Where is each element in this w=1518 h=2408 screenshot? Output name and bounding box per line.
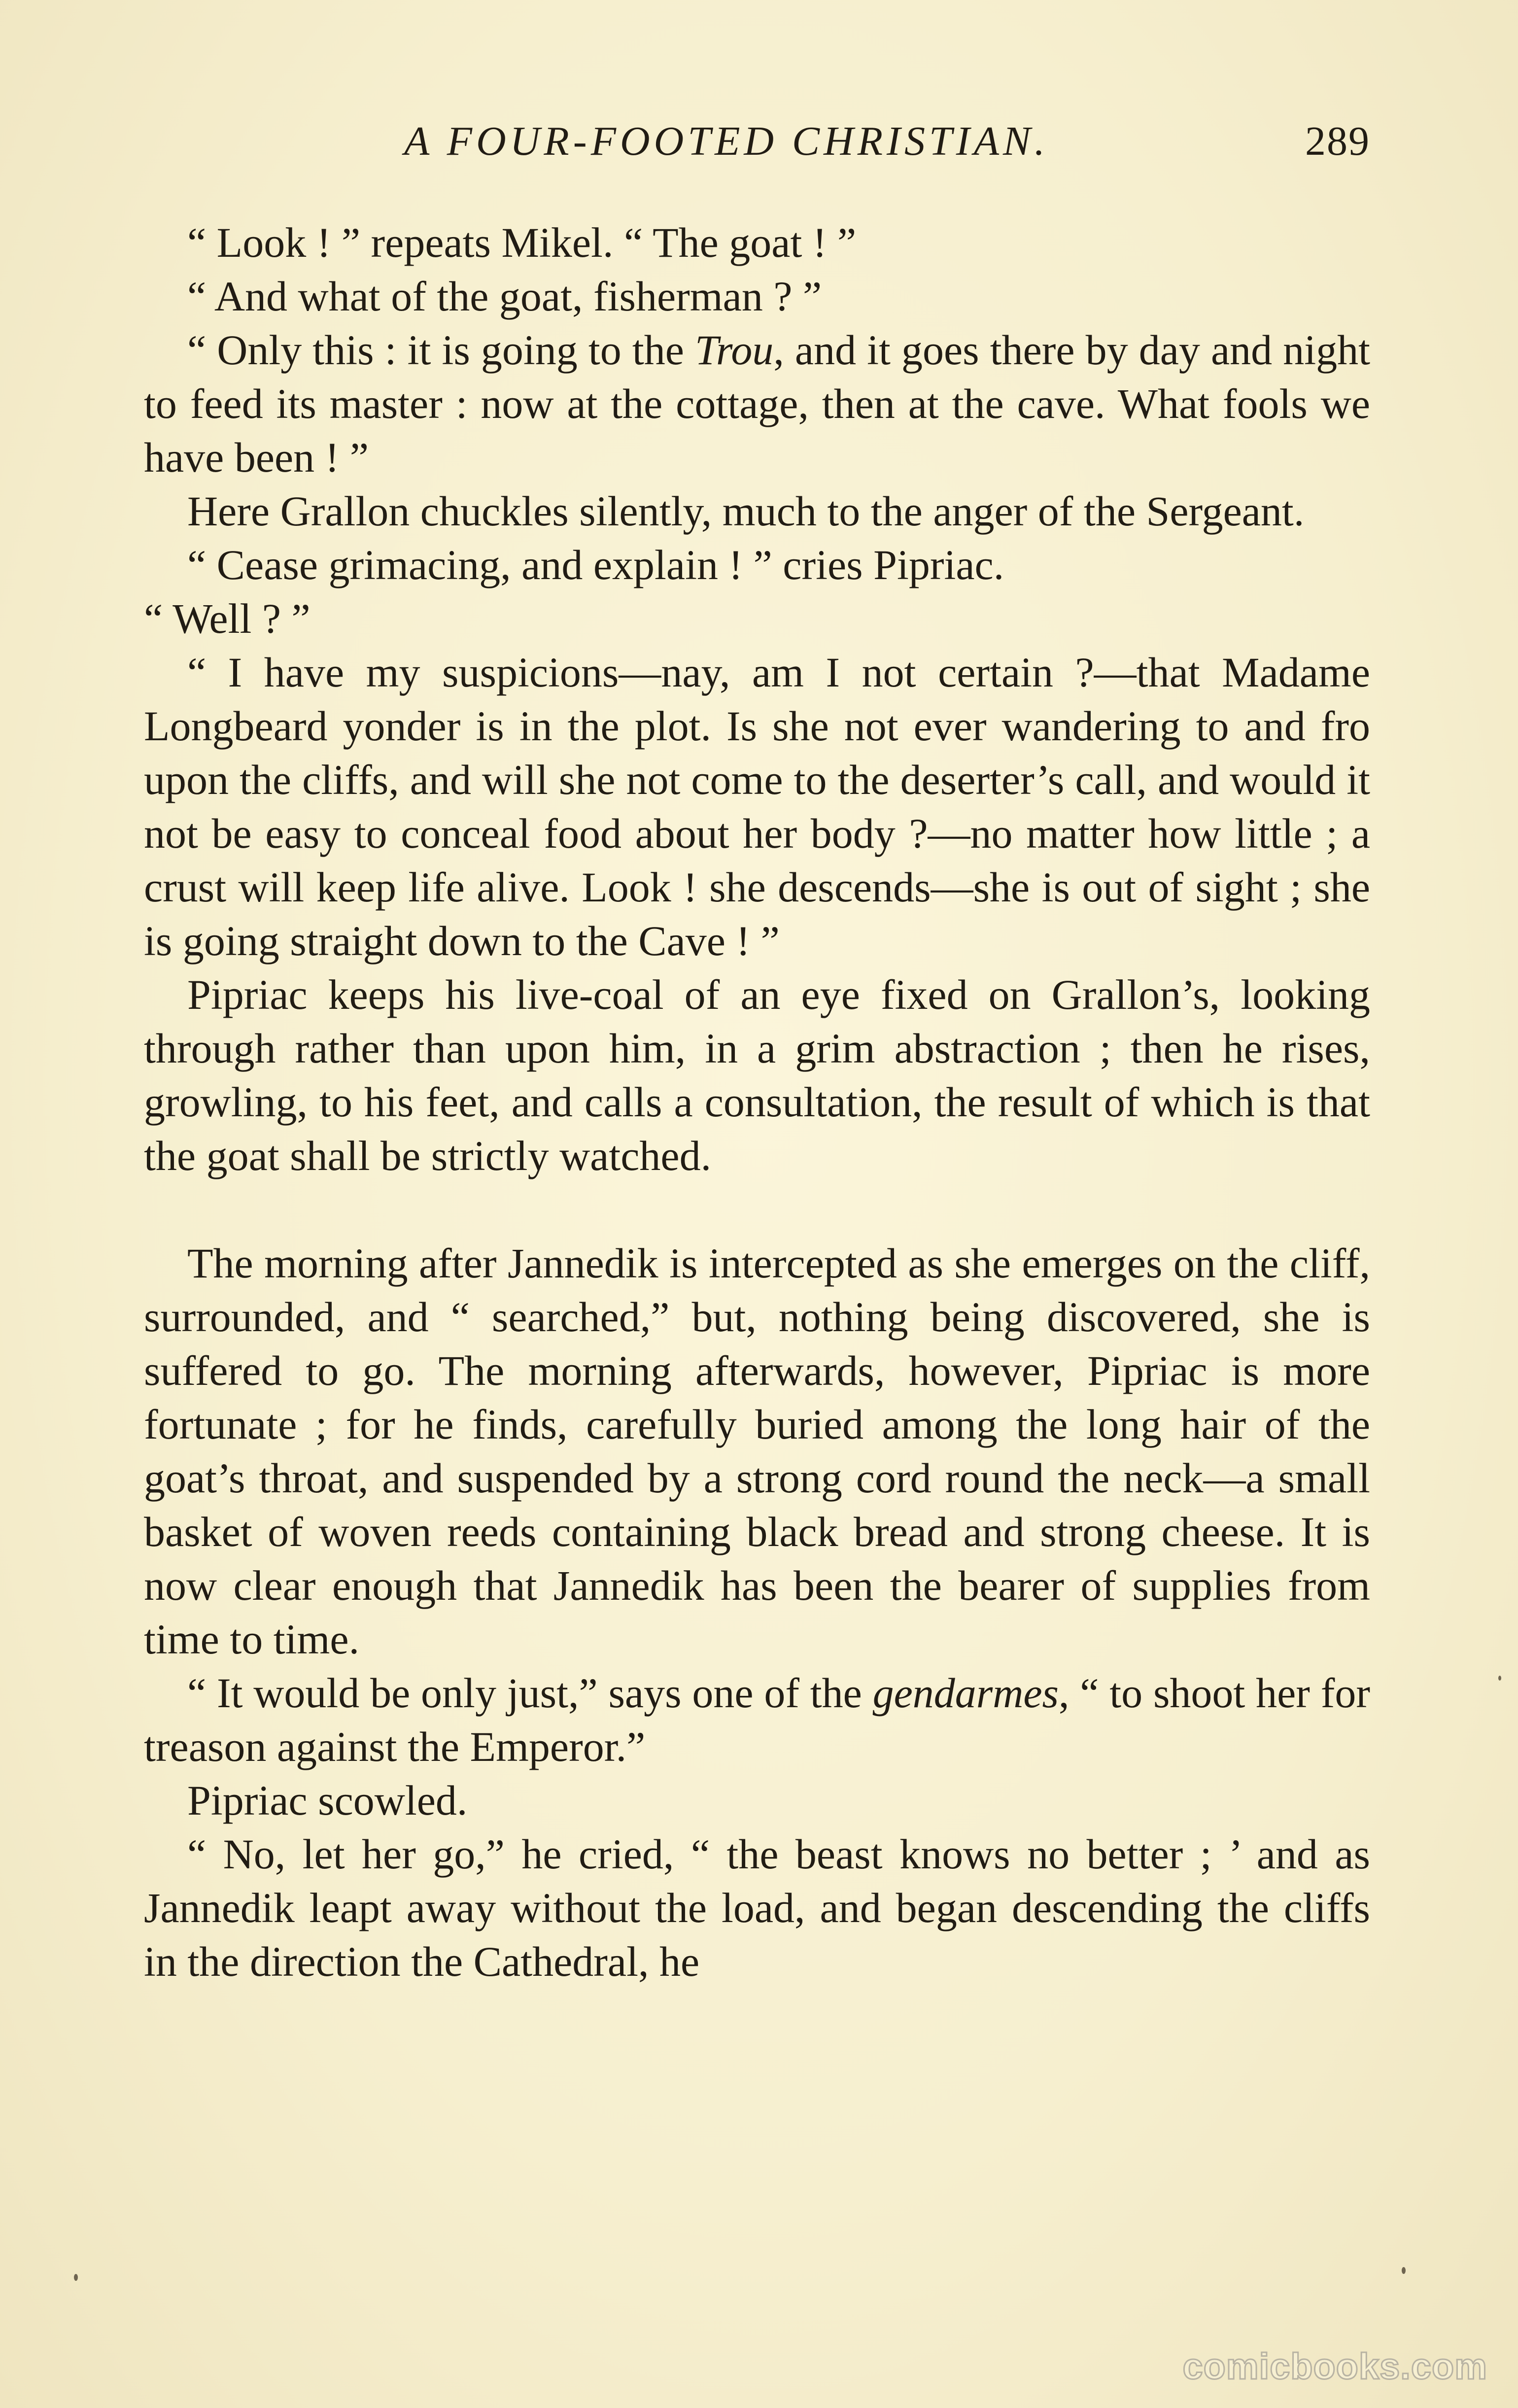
- body-text: [144, 216, 1370, 1989]
- paper-speck: [1402, 2267, 1406, 2274]
- paragraph: Pipriac scowled.: [187, 1777, 468, 1824]
- section-break: [144, 1183, 1370, 1237]
- paragraph: Pipriac keeps his live-coal of an eye fixed on Grallon’s, looking through rather than upon him, in a grim abstraction ; then he rises, growling, to his feet, and calls a consultation, the result of which is that the goat shall be strictly watched.: [144, 971, 1370, 1179]
- paragraph: Here Grallon chuckles silently, much to the anger of the Sergeant.: [187, 487, 1305, 535]
- page-header: [143, 117, 1370, 172]
- paragraph: “ Only this : it is going to the Trou, and it goes there by day and night to feed its master : now at the cottage, then at the cave. What fools we have been ! ”: [144, 326, 1370, 481]
- running-title: A FOUR-FOOTED CHRISTIAN.: [404, 118, 1049, 164]
- paragraph: “ No, let her go,” he cried, “ the beast knows no better ; ’ and as Jannedik leapt away without the load, and began descending the cliffs in the direction the Cathedral, he: [144, 1830, 1370, 1985]
- page-number: 289: [1305, 118, 1370, 164]
- paragraph: “ Look ! ” repeats Mikel. “ The goat ! ”: [187, 219, 857, 266]
- paper-speck: [1498, 1676, 1501, 1681]
- paragraph: “ Cease grimacing, and explain ! ” cries Pipriac.: [187, 541, 1004, 588]
- paper-speck: [74, 2274, 78, 2281]
- paragraph: “ I have my suspicions—nay, am I not certain ?—that Madame Longbeard yonder is in the plot. Is she not ever wandering to and fro upon the cliffs, and will she not come to the deserter’s call, and would it not be easy to conceal food about her body ?—no matter how little ; a crust will keep life alive. Look ! she descends—she is out of sight ; she is going straight down to the Cave ! ”: [144, 649, 1370, 964]
- paragraph: “ Well ? ”: [144, 595, 310, 642]
- paragraph: The morning after Jannedik is intercepted as she emerges on the cliff, surrounded, and “ searched,” but, nothing being discovered, she is suffered to go. The morning afterwards, however, Pipriac is more fortunate ; for he finds, carefully buried among the long hair of the goat’s throat, and suspended by a strong cord round the neck—a small basket of woven reeds containing black bread and strong cheese. It is now clear enough that Jannedik has been the bearer of supplies from time to time.: [144, 1239, 1370, 1663]
- paragraph: “ It would be only just,” says one of the gendarmes, “ to shoot her for treason against the Emperor.”: [144, 1669, 1370, 1770]
- watermark-logo: comicbooks.com: [1182, 2346, 1487, 2387]
- paragraph: “ And what of the goat, fisherman ? ”: [187, 273, 822, 320]
